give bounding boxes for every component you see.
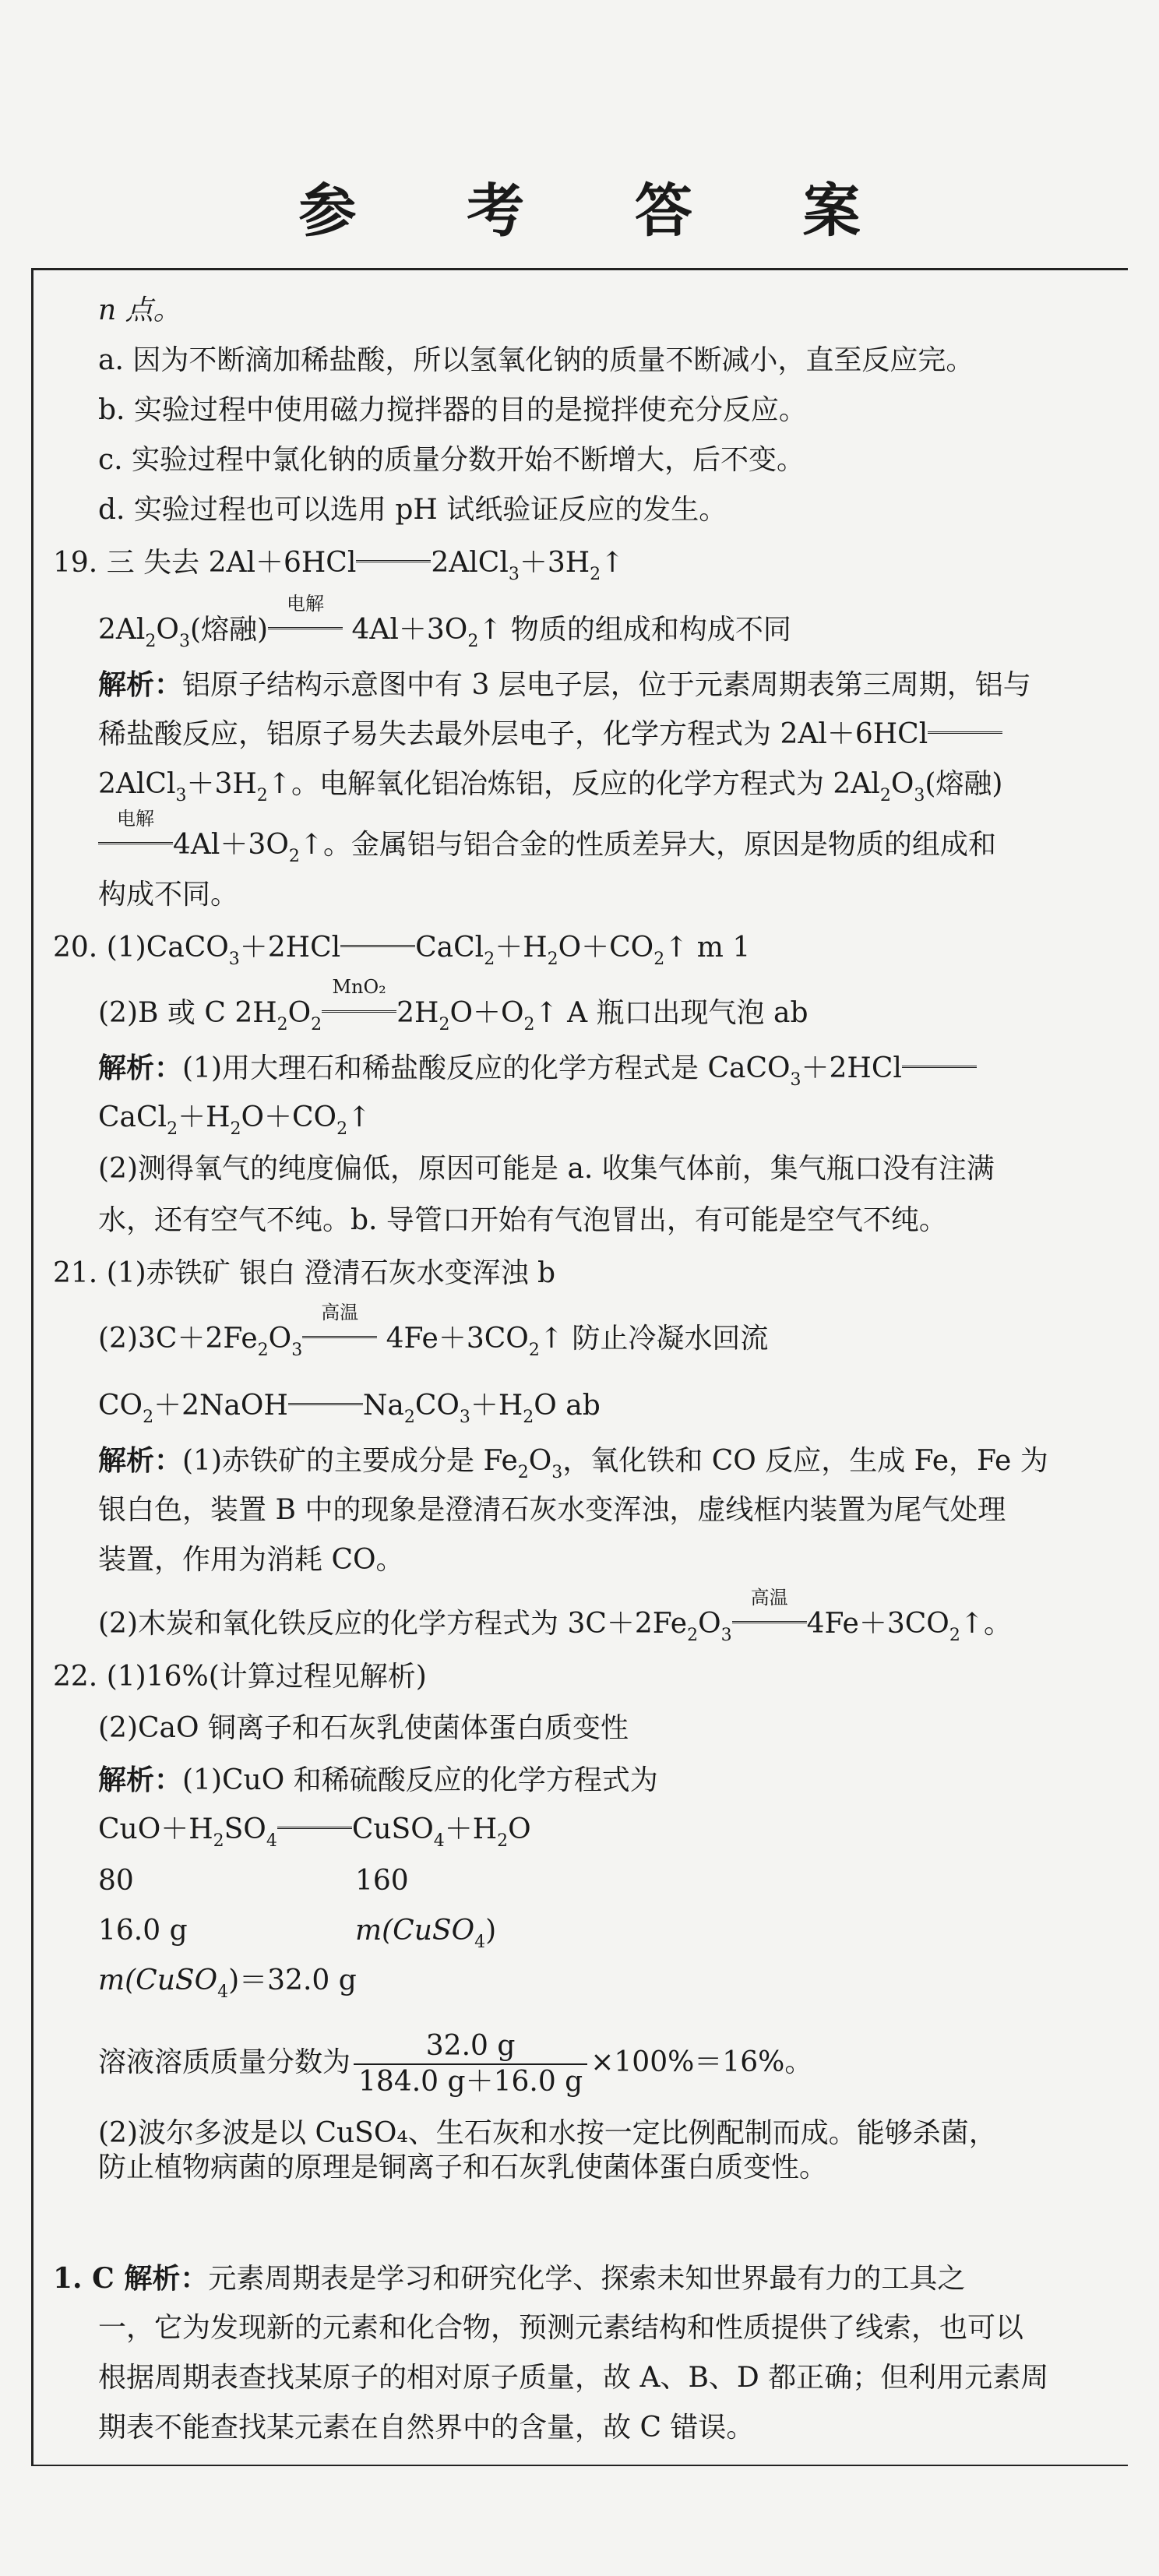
analysis-line: $2AlCl_3+3H_2↑$。电解氧化铝冶炼铝，反应的化学方程式为 $2Al_2O_3$(熔融) — [98, 768, 1003, 805]
answer-21: 21. (1)赤铁矿 银白 澄清石灰水变浑浊 b — [53, 1257, 556, 1289]
answer-line: (2)B 或 C $2H_2O_2$ MnO₂ $2H_2O+O_2↑$ A 瓶口出现气泡 ab — [98, 976, 808, 1034]
answer-line: a. 因为不断滴加稀盐酸，所以氢氧化钠的质量不断减小，直至反应完。 — [98, 344, 974, 376]
answer-line: d. 实验过程也可以选用 pH 试纸验证反应的发生。 — [98, 494, 727, 526]
answer-line: n 点。 — [98, 294, 181, 326]
analysis-line: 电解 $4Al+3O_2↑$。金属铝与铝合金的性质差异大，原因是物质的组成和 — [98, 827, 996, 863]
analysis-line: 稀盐酸反应，铝原子易失去最外层电子，化学方程式为 2Al＋6HCl — [98, 717, 1002, 752]
analysis-line: 构成不同。 — [98, 879, 239, 911]
equation-line: $CuO+H_2SO_4$ $CuSO_4+H_2O$ — [98, 1813, 531, 1851]
left-rule — [31, 268, 33, 2465]
fraction: $\frac{32.0 g}{184.0 g+16.0 g}$ — [354, 2029, 587, 2099]
answer-1: 1. C 解析：元素周期表是学习和研究化学、探索未知世界最有力的工具之 — [53, 2262, 966, 2295]
analysis-line: 解析：(1)赤铁矿的主要成分是 $Fe_2O_3$，氧化铁和 CO 反应，生成 Fe，Fe 为 — [98, 1444, 1048, 1482]
answer-20: 20. (1)CaCO$_3$＋2HCl $CaCl_2+H_2O+CO_2↑$ m 1 — [53, 932, 751, 969]
answer-line: $(2)3C+2Fe_2O_3$ 高温 $4Fe+3CO_2↑$ 防止冷凝水回流 — [98, 1302, 769, 1360]
analysis-line: (2)木炭和氧化铁反应的化学方程式为 $3C+2Fe_2O_3$ 高温 $4Fe+3CO_2↑$。 — [98, 1587, 1012, 1645]
answer-line: (2)CaO 铜离子和石灰乳使菌体蛋白质变性 — [98, 1712, 629, 1744]
analysis-line: 一，它为发现新的元素和化合物，预测元素结构和性质提供了线索，也可以 — [98, 2312, 1024, 2344]
analysis-line: 解析：(1)用大理石和稀盐酸反应的化学方程式是 CaCO$_3$＋2HCl — [98, 1050, 977, 1086]
top-rule — [31, 268, 1128, 270]
answer-22: 22. (1)16%(计算过程见解析) — [53, 1661, 427, 1693]
calc-line: m(CuSO$_4$)＝32.0 g — [98, 1965, 357, 2002]
analysis-line: (2)波尔多波是以 CuSO₄、生石灰和水按一定比例配制而成。能够杀菌， — [98, 2117, 997, 2149]
analysis-line: 装置，作用为消耗 CO。 — [98, 1544, 404, 1576]
fraction-line: 溶液溶质质量分数为 $\frac{32.0 g}{184.0 g+16.0 g}$ ×100%＝16%。 — [98, 2030, 813, 2098]
calc-line: 80 160 — [98, 1865, 409, 1897]
answer-line: $CO_2+2NaOH$ $Na_2CO_3+H_2O$ ab — [98, 1390, 601, 1427]
answer-line: b. 实验过程中使用磁力搅拌器的目的是搅拌使充分反应。 — [98, 394, 807, 426]
analysis-line: 水，还有空气不纯。b. 导管口开始有气泡冒出，有可能是空气不纯。 — [98, 1204, 947, 1236]
analysis-line: $CaCl_2+H_2O+CO_2↑$ — [98, 1101, 372, 1139]
analysis-line: 期表不能查找某元素在自然界中的含量，故 C 错误。 — [98, 2412, 755, 2444]
analysis-line: 防止植物病菌的原理是铜离子和石灰乳使菌体蛋白质变性。 — [98, 2151, 828, 2183]
answer-19: 19. 三 失去 2Al＋6HCl $2AlCl_3+3H_2↑$ — [53, 547, 625, 584]
bottom-rule — [31, 2465, 1128, 2466]
analysis-line: 银白色，装置 B 中的现象是澄清石灰水变浑浊，虚线框内装置为尾气处理 — [98, 1494, 1006, 1526]
answer-line: $2Al_2O_3$(熔融) 电解 $4Al+3O_2↑$ 物质的组成和构成不同 — [98, 593, 791, 651]
calc-line: 16.0 g m(CuSO$_4$) — [98, 1915, 497, 1952]
analysis-line: 根据周期表查找某原子的相对原子质量，故 A、B、D 都正确；但利用元素周 — [98, 2362, 1049, 2394]
answer-line: c. 实验过程中氯化钠的质量分数开始不断增大，后不变。 — [98, 444, 805, 476]
analysis-line: 解析：(1)CuO 和稀硫酸反应的化学方程式为 — [98, 1764, 658, 1796]
page-title: 参 考 答 案 — [298, 178, 906, 245]
analysis-line: 解析：铝原子结构示意图中有 3 层电子层，位于元素周期表第三周期，铝与 — [98, 668, 1031, 701]
analysis-line: (2)测得氧气的纯度偏低，原因可能是 a. 收集气体前，集气瓶口没有注满 — [98, 1153, 995, 1185]
